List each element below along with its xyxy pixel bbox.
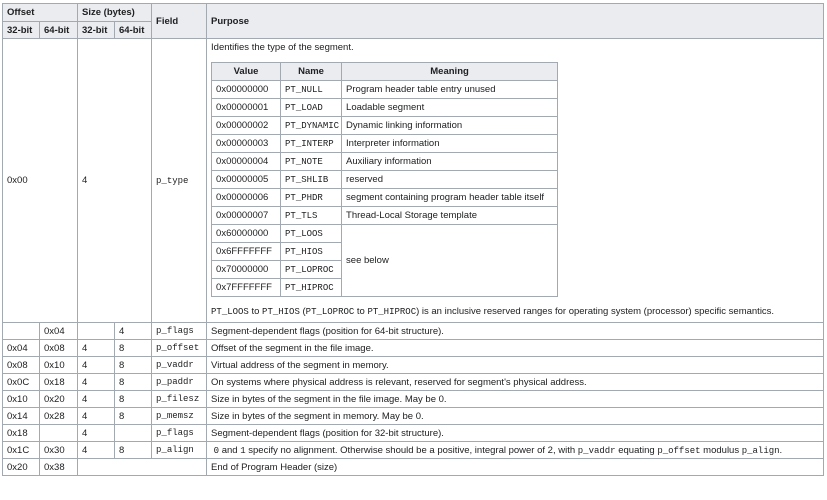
segment-type-value: 0x00000000 [212,81,281,99]
segment-type-value: 0x7FFFFFFF [212,279,281,297]
cell-purpose: Offset of the segment in the file image. [207,340,824,357]
segment-type-name: PT_NOTE [281,153,342,171]
cell-field: p_type [152,39,207,323]
cell-offset-32 [3,323,40,340]
segment-type-name: PT_HIOS [281,243,342,261]
header-purpose: Purpose [207,4,824,39]
segment-type-value: 0x00000003 [212,135,281,153]
cell-offset-32: 0x0C [3,374,40,391]
cell-purpose: Segment-dependent flags (position for 64-bit structure). [207,323,824,340]
cell-offset-64: 0x20 [40,391,78,408]
segment-type-value: 0x00000007 [212,207,281,225]
segment-type-meaning: Auxiliary information [342,153,558,171]
align-text: modulus [700,444,742,456]
segment-type-name: PT_SHLIB [281,171,342,189]
cell-empty [78,459,207,476]
cell-field: p_paddr [152,374,207,391]
cell-field: p_memsz [152,408,207,425]
segment-type-row [212,81,558,99]
segment-type-name: PT_DYNAMIC [281,117,342,135]
cell-size-32: 4 [78,340,115,357]
cell-purpose: End of Program Header (size) [207,459,824,476]
table-row [3,425,824,442]
segment-type-name: PT_LOPROC [281,261,342,279]
table-row-end [3,459,824,476]
align-one: 1 [240,445,246,456]
cell-purpose: Segment-dependent flags (position for 32-bit structure). [207,425,824,442]
cell-size-64: 8 [115,408,152,425]
note-pt-loos: PT_LOOS [211,307,249,317]
cell-size-64 [115,425,152,442]
inner-header-name: Name [281,63,342,81]
note-pt-hiproc: PT_HIPROC [367,307,417,317]
segment-type-name: PT_NULL [281,81,342,99]
program-header-table [2,3,824,476]
segment-type-value: 0x00000006 [212,189,281,207]
table-row-p-type [3,39,824,323]
segment-type-row [212,117,558,135]
cell-offset-64: 0x04 [40,323,78,340]
cell-purpose: Size in bytes of the segment in memory. May be 0. [207,408,824,425]
header-offset-32bit: 32-bit [3,22,40,39]
table-row [3,323,824,340]
note-pt-loproc: PT_LOPROC [305,307,355,317]
note-text: ( [299,306,306,317]
align-text: equating [615,444,658,456]
cell-purpose: On systems where physical address is relevant, reserved for segment's physical address. [207,374,824,391]
table-row [3,408,824,425]
header-size: Size (bytes) [78,4,152,22]
segment-type-row [212,225,558,243]
segment-type-meaning: segment containing program header table itself [342,189,558,207]
cell-offset-32: 0x18 [3,425,40,442]
segment-type-name: PT_TLS [281,207,342,225]
segment-type-row [212,135,558,153]
header-offset: Offset [3,4,78,22]
cell-field: p_vaddr [152,357,207,374]
cell-size-32: 4 [78,425,115,442]
cell-size-32: 4 [78,374,115,391]
align-zero: 0 [213,445,220,456]
note-text: ) is an inclusive reserved ranges for operating system (processor) specific semantics. [416,306,775,317]
align-text: specify no alignment. Otherwise should be a positive, integral power of 2, with [245,444,578,456]
cell-offset-32: 0x14 [3,408,40,425]
header-size-32bit: 32-bit [78,22,115,39]
segment-type-meaning: reserved [342,171,558,189]
segment-type-name: PT_INTERP [281,135,342,153]
header-field: Field [152,4,207,39]
segment-type-table [211,62,558,297]
segment-type-meaning: Interpreter information [342,135,558,153]
header-size-64bit: 64-bit [115,22,152,39]
align-vaddr: p_vaddr [577,445,616,456]
cell-purpose: Size in bytes of the segment in the file image. May be 0. [207,391,824,408]
cell-purpose: Virtual address of the segment in memory. [207,357,824,374]
segment-type-meaning: Program header table entry unused [342,81,558,99]
segment-type-value: 0x00000005 [212,171,281,189]
cell-size-64: 8 [115,374,152,391]
cell-field: p_flags [152,323,207,340]
segment-type-name: PT_LOOS [281,225,342,243]
align-text: and [219,444,241,456]
note-pt-hios: PT_HIOS [262,307,300,317]
cell-offset-64: 0x10 [40,357,78,374]
cell-field: p_flags [152,425,207,442]
segment-type-row [212,153,558,171]
cell-purpose [207,442,824,459]
header-offset-64bit: 64-bit [40,22,78,39]
table-row [3,357,824,374]
cell-offset-64: 0x08 [40,340,78,357]
table-row [3,374,824,391]
inner-header-value: Value [212,63,281,81]
segment-type-meaning: Loadable segment [342,99,558,117]
cell-size-32: 4 [78,391,115,408]
cell-offset-32: 0x08 [3,357,40,374]
align-offset: p_offset [657,445,701,456]
cell-size-64: 8 [115,340,152,357]
segment-type-value: 0x70000000 [212,261,281,279]
segment-type-value: 0x60000000 [212,225,281,243]
cell-size: 4 [78,39,152,323]
segment-type-name: PT_HIPROC [281,279,342,297]
segment-type-row [212,189,558,207]
cell-offset-64 [40,425,78,442]
align-align: p_align [741,445,780,456]
cell-offset-32: 0x20 [3,459,40,476]
cell-offset-64: 0x30 [40,442,78,459]
cell-offset-64: 0x28 [40,408,78,425]
segment-type-name: PT_LOAD [281,99,342,117]
p-type-intro: Identifies the type of the segment. [211,42,354,53]
cell-offset-32: 0x10 [3,391,40,408]
cell-purpose [207,39,824,323]
cell-field: p_offset [152,340,207,357]
segment-type-value: 0x6FFFFFFF [212,243,281,261]
note-text: to [248,306,263,317]
segment-type-see-below: see below [342,225,558,297]
cell-offset-64: 0x38 [40,459,78,476]
table-row [3,340,824,357]
cell-offset-32: 0x04 [3,340,40,357]
table-row-p-align [3,442,824,459]
cell-size-32 [78,323,115,340]
cell-size-32: 4 [78,442,115,459]
cell-size-32: 4 [78,408,115,425]
segment-type-value: 0x00000004 [212,153,281,171]
cell-size-64: 8 [115,442,152,459]
cell-size-64: 8 [115,357,152,374]
segment-type-meaning: Thread-Local Storage template [342,207,558,225]
segment-type-value: 0x00000002 [212,117,281,135]
table-row [3,391,824,408]
cell-offset-64: 0x18 [40,374,78,391]
cell-field: p_align [152,442,207,459]
cell-size-32: 4 [78,357,115,374]
segment-type-row [212,207,558,225]
cell-offset-32: 0x1C [3,442,40,459]
segment-type-name: PT_PHDR [281,189,342,207]
inner-header-meaning: Meaning [342,63,558,81]
cell-field: p_filesz [152,391,207,408]
segment-type-row [212,171,558,189]
align-text: . [779,444,783,456]
cell-offset: 0x00 [3,39,78,323]
segment-type-value: 0x00000001 [212,99,281,117]
reserved-range-note [211,305,819,319]
segment-type-row [212,99,558,117]
note-text: to [354,306,368,317]
cell-size-64: 8 [115,391,152,408]
segment-type-meaning: Dynamic linking information [342,117,558,135]
cell-size-64: 4 [115,323,152,340]
